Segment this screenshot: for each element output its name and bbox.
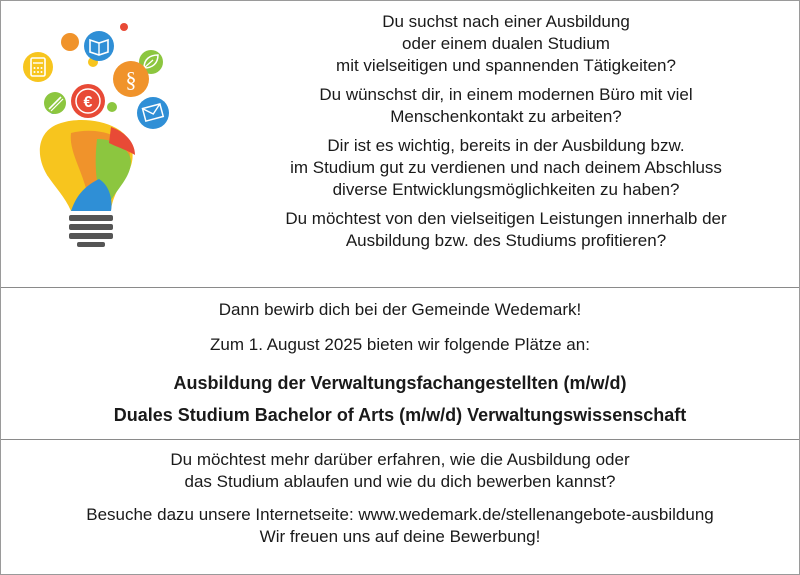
question-3-line-2: im Studium gut zu verdienen und nach deinem Abschluss — [290, 158, 722, 177]
question-3 — [221, 135, 791, 201]
question-3-line-1: Dir ist es wichtig, bereits in der Ausbildung bzw. — [327, 136, 685, 155]
info-line-1: Du möchtest mehr darüber erfahren, wie die Ausbildung oder — [170, 450, 630, 469]
question-1-line-2: oder einem dualen Studium — [402, 34, 610, 53]
intro-section — [1, 1, 799, 286]
coin-icon — [44, 92, 66, 114]
question-1-line-3: mit vielseitigen und spannenden Tätigkeiten? — [336, 56, 676, 75]
question-1-line-1: Du suchst nach einer Ausbildung — [382, 12, 630, 31]
question-4 — [221, 208, 791, 252]
question-1 — [221, 11, 791, 77]
divider-bottom — [1, 439, 799, 440]
calculator-icon — [23, 52, 53, 82]
book-icon — [84, 31, 114, 61]
paragraph-icon — [113, 61, 149, 97]
info-text — [1, 449, 799, 493]
dot-green — [107, 102, 117, 112]
dot-orange — [61, 33, 79, 51]
question-2-line-1: Du wünschst dir, in einem modernen Büro mit viel — [319, 85, 693, 104]
dot-red — [120, 23, 128, 31]
question-3-line-3: diverse Entwicklungsmöglichkeiten zu haben? — [332, 180, 680, 199]
svg-text:§: § — [125, 67, 137, 92]
apply-text: Dann bewirb dich bei der Gemeinde Wedemark! — [218, 300, 582, 319]
website-block — [1, 504, 799, 548]
position-dual-study: Duales Studium Bachelor of Arts (m/w/d) Verwaltungswissenschaft — [113, 405, 687, 425]
info-line-2: das Studium ablaufen und wie du dich bewerben kannst? — [184, 472, 616, 491]
question-4-line-1: Du möchtest von den vielseitigen Leistungen innerhalb der — [285, 209, 727, 228]
question-2-line-2: Menschenkontakt zu arbeiten? — [390, 107, 622, 126]
bulb-body — [40, 120, 135, 211]
euro-icon — [71, 84, 105, 118]
intro-questions — [221, 11, 791, 259]
bulb-base — [69, 215, 113, 247]
svg-text:€: € — [83, 94, 93, 111]
position-apprenticeship: Ausbildung der Verwaltungsfachangestellten (m/w/d) — [173, 373, 627, 393]
date-text: Zum 1. August 2025 bieten wir folgende Plätze an: — [210, 335, 590, 354]
question-2 — [221, 84, 791, 128]
divider-top — [1, 287, 799, 288]
closing-text: Wir freuen uns auf deine Bewerbung! — [259, 527, 541, 546]
mail-icon — [137, 97, 169, 129]
lightbulb-icon — [13, 15, 173, 255]
footer-section — [1, 449, 799, 559]
question-4-line-2: Ausbildung bzw. des Studiums profitieren? — [345, 231, 667, 250]
website-text: Besuche dazu unsere Internetseite: www.wedemark.de/stellenangebote-ausbildung — [86, 505, 714, 524]
